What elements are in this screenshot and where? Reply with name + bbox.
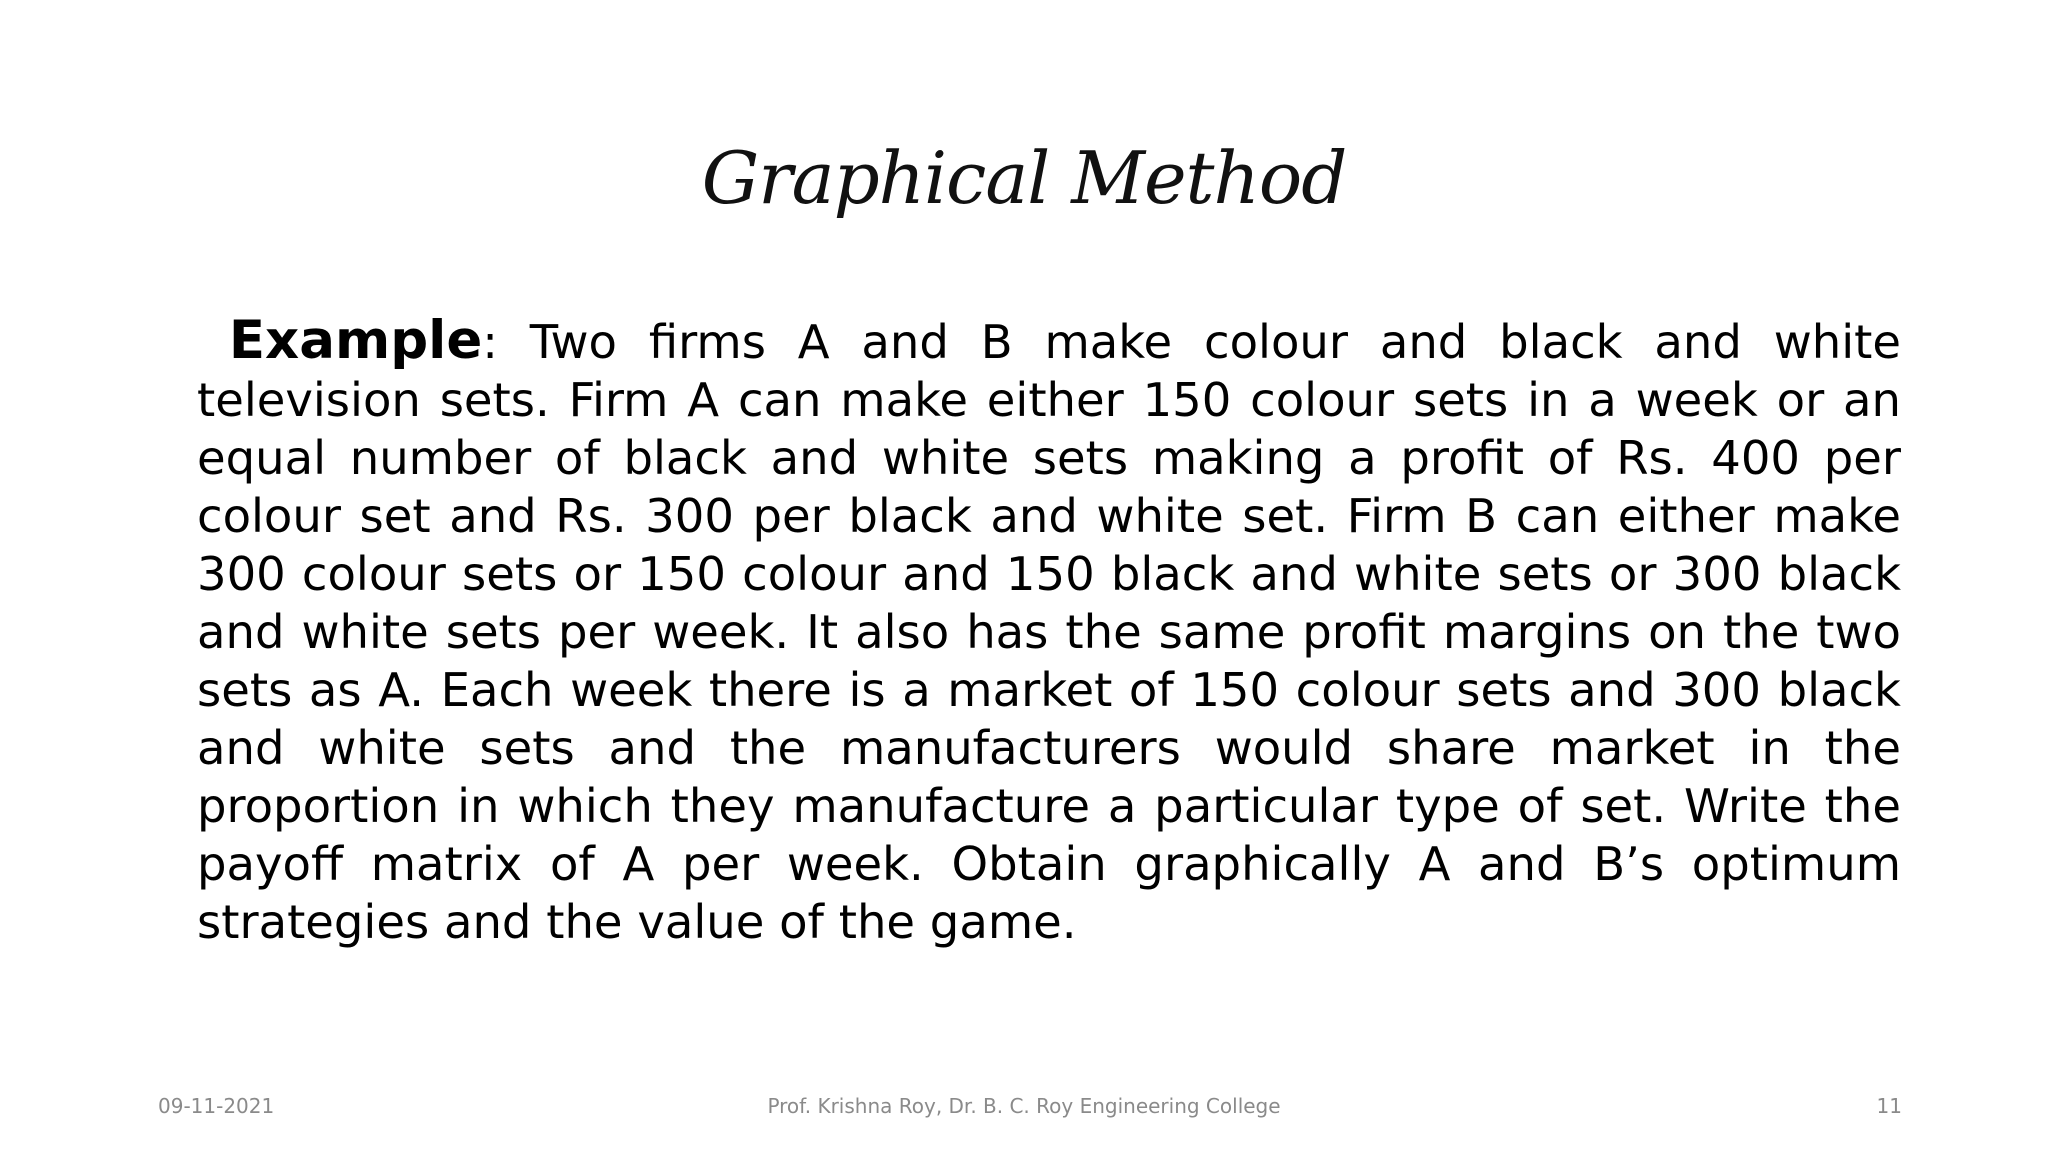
footer-page-number: 11 [1876,1094,1902,1118]
example-lead: Example [228,310,483,371]
slide-body [197,312,1901,951]
example-text: : Two firms A and B make colour and black and white television sets. Firm A can make either 150 colour sets in a week or an equal number of black and white sets making a profit of Rs. 400 per colour set and Rs. 300 per black and white set. Firm B can either make 300 colour sets or 150 colour and 150 black and white sets or 300 black and white sets per week. It also has the same profit margins on the two sets as A. Each week there is a market of 150 colour sets and 300 black and white sets and the manufacturers would share market in the proportion in which they manufacture a particular type of set. Write the payoff matrix of A per week. Obtain graphically A and B’s optimum strategies and the value of the game. [197,315,1902,949]
footer-date: 09-11-2021 [158,1094,275,1118]
slide-title: Graphical Method [701,136,1347,220]
footer-author: Prof. Krishna Roy, Dr. B. C. Roy Engineering College [767,1094,1281,1118]
